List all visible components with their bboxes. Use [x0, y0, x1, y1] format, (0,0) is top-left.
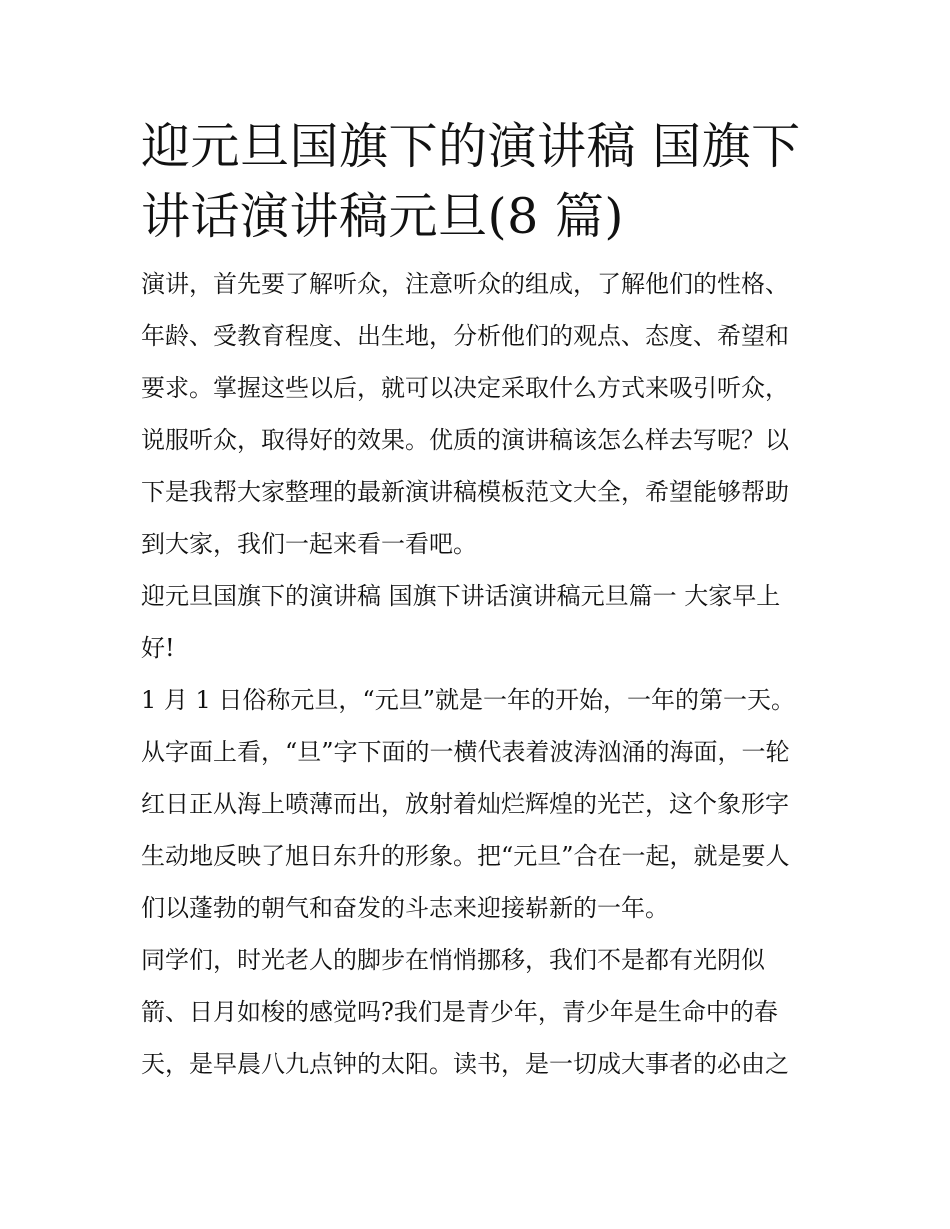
text-line: 天，是早晨八九点钟的太阳。读书，是一切成大事者的必由之: [141, 1050, 789, 1078]
text-line: 年龄、受教育程度、出生地，分析他们的观点、态度、希望和: [141, 322, 789, 350]
body-paragraph: [141, 934, 821, 1090]
text-line: 到大家，我们一起来看一看吧。: [141, 530, 477, 558]
text-line: 同学们，时光老人的脚步在悄悄挪移，我们不是都有光阴似: [141, 946, 765, 974]
text-line: 要求。掌握这些以后，就可以决定采取什么方式来吸引听众，: [141, 374, 789, 402]
title-line: 迎元旦国旗下的演讲稿 国旗下: [141, 118, 801, 175]
text-line: 迎元旦国旗下的演讲稿 国旗下讲话演讲稿元旦篇一 大家早上: [141, 582, 781, 610]
intro-paragraph: [141, 258, 821, 570]
text-line: 箭、日月如梭的感觉吗?我们是青少年，青少年是生命中的春: [141, 998, 778, 1026]
text-line: 1 月 1 日俗称元旦，“元旦”就是一年的开始，一年的第一天。: [141, 686, 795, 714]
text-line: 们以蓬勃的朝气和奋发的斗志来迎接崭新的一年。: [141, 894, 669, 922]
section-heading-paragraph: [141, 570, 821, 674]
text-line: 从字面上看，“旦”字下面的一横代表着波涛汹涌的海面，一轮: [141, 738, 790, 766]
document-body: [141, 112, 821, 1090]
body-paragraph: [141, 674, 821, 934]
title-line: 讲话演讲稿元旦(8 篇): [141, 188, 624, 245]
text-line: 说服听众，取得好的效果。优质的演讲稿该怎么样去写呢？以: [141, 426, 789, 454]
text-line: 演讲，首先要了解听众，注意听众的组成，了解他们的性格、: [141, 270, 789, 298]
text-line: 红日正从海上喷薄而出，放射着灿烂辉煌的光芒，这个象形字: [141, 790, 789, 818]
text-line: 好!: [141, 634, 175, 662]
text-line: 下是我帮大家整理的最新演讲稿模板范文大全，希望能够帮助: [141, 478, 789, 506]
text-line: 生动地反映了旭日东升的形象。把“元旦”合在一起，就是要人: [141, 842, 790, 870]
page-title: [141, 112, 821, 252]
